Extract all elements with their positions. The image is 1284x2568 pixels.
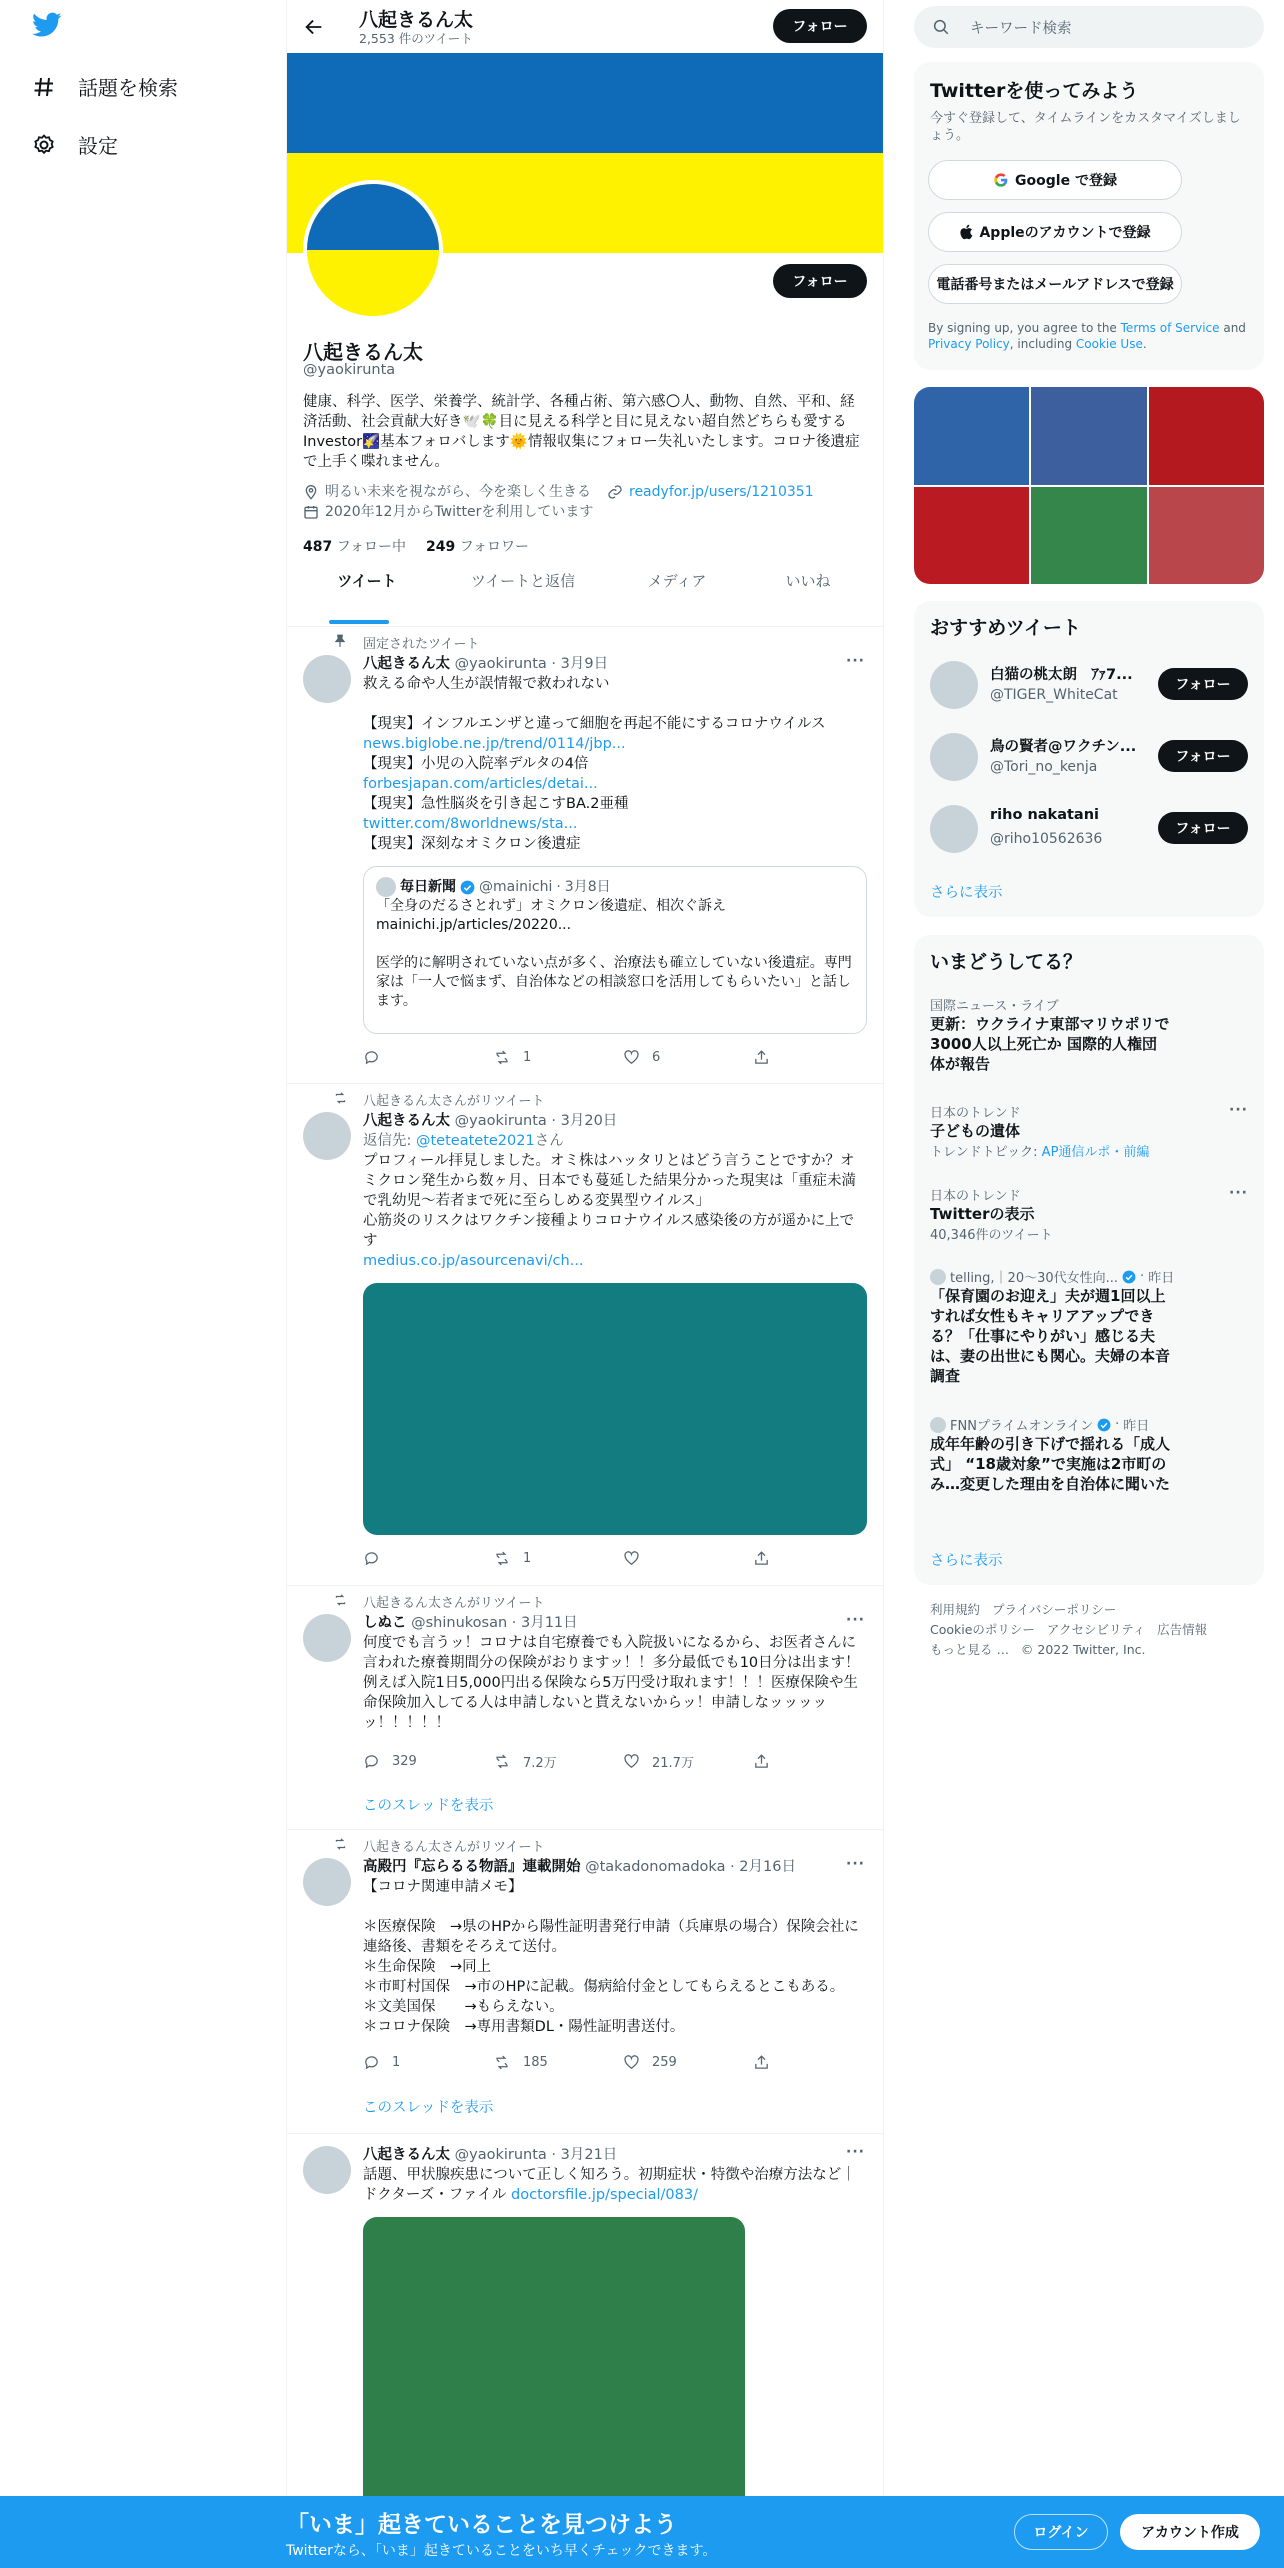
- tweet-actions: [363, 2054, 883, 2071]
- profile-joined: 2020年12月からTwitterを利用しています: [325, 504, 594, 520]
- profile-location: 明るい未来を視ながら、今を楽しく生きる: [325, 484, 591, 500]
- news-title: 成年年齢の引き下げで揺れる「成人式」 “18歳対象”で実施は2市町のみ…変更した理由を自治体に聞いた: [930, 1435, 1171, 1493]
- reply-icon: [363, 1753, 380, 1770]
- more-options-icon[interactable]: ···: [1229, 1102, 1248, 1118]
- tweet-actions: [363, 1550, 883, 1567]
- tab-likes[interactable]: いいね: [785, 572, 831, 590]
- footer-more-link[interactable]: もっと見る …: [930, 1642, 1009, 1657]
- quote-avatar: [376, 877, 396, 897]
- tweet-author-handle[interactable]: @yaokirunta: [454, 656, 547, 672]
- trend-item[interactable]: [930, 1185, 1248, 1243]
- source-avatar: [930, 1269, 946, 1285]
- tweet[interactable]: 八起きるん太さんがリツイート ··· しぬこ @shinukosan · 3月11日 何度でも言うッ！コロナは自宅療養でも入院扱いになるから、お医者さんに言われた療養期間分の保険がおりますッ！！多分最低でも10日分は出ます！例えば入院1日5,000円出る保険なら5万円受け取れます！！！医療保険や生命保険加入してる人は申請しないと貰えないからッ！申請しなッッッッッ！！！！！ 329 7.2万 21.7万 このスレッドを表示: [287, 1586, 883, 1830]
- link-icon: [607, 484, 623, 500]
- header-tweet-count: 2,553 件のツイート: [359, 31, 473, 46]
- show-thread-link[interactable]: このスレッドを表示: [363, 1798, 494, 1814]
- retweet-icon: [493, 1753, 511, 1770]
- tweet-text: 【コロナ関連申請メモ】 ＊医療保険 →県のHPから陽性証明書発行申請（兵庫県の場合）保険会社に連絡後、書類をそろえて送付。 ＊生命保険 →同上 ＊市町村国保 →市のHPに記載。傷病給付金としてもらえるとこもある。 ＊文美国保 →もらえない。 ＊コロナ保険 →専用書類DL・陽性証明書送付。: [363, 1879, 859, 2035]
- news-source: FNNプライムオンライン · 昨日: [930, 1415, 1248, 1434]
- retweet-icon: [333, 1593, 348, 1607]
- recommended-user-handle: @riho10562636: [990, 831, 1103, 847]
- followers-link[interactable]: 249 フォロワー: [426, 539, 529, 555]
- show-thread-link[interactable]: このスレッドを表示: [363, 2100, 494, 2116]
- quote-text: 医学的に解明されていない点が多く、治療法も確立していない後遺症。専門家は「一人で悩まず、自治体などの相談窓口を活用してもらいたい」と話します。: [376, 955, 852, 1009]
- recommended-user-handle: @Tori_no_kenja: [990, 759, 1098, 775]
- reply-button[interactable]: 329: [363, 1752, 493, 1771]
- tweet-link[interactable]: twitter.com/8worldnews/sta...: [363, 816, 578, 832]
- footer-link[interactable]: プライバシーポリシー: [991, 1602, 1117, 1617]
- share-icon: [753, 1550, 770, 1567]
- tweet-actions: [363, 1752, 883, 1771]
- following-link[interactable]: 487 フォロー中: [303, 539, 406, 555]
- tab-media[interactable]: メディア: [647, 572, 707, 590]
- more-options-icon[interactable]: ···: [846, 653, 865, 669]
- share-button[interactable]: [753, 2054, 883, 2071]
- tweet-author-handle[interactable]: @shinukosan: [411, 1615, 508, 1631]
- left-nav: [0, 0, 286, 2568]
- tweet-date[interactable]: 3月20日: [560, 1113, 618, 1129]
- login-button[interactable]: ログイン: [1014, 2514, 1108, 2550]
- tweet-link[interactable]: doctorsfile.jp/special/083/: [511, 2187, 698, 2203]
- search-input[interactable]: [914, 6, 1264, 48]
- trend-title: 子どもの遺体: [930, 1122, 1021, 1140]
- news-title: 「保育園のお迎え」夫が週1回以上すれば女性もキャリアアップできる？「仕事にやりがい」感じる夫は、妻の出世にも関心。夫婦の本音調査: [930, 1287, 1171, 1385]
- recommended-user[interactable]: [930, 727, 1248, 787]
- media-thumbnail[interactable]: [1149, 487, 1264, 585]
- trend-item[interactable]: [930, 1102, 1248, 1160]
- terms-link[interactable]: Terms of Service: [1120, 321, 1220, 335]
- more-options-icon[interactable]: ···: [846, 1856, 865, 1872]
- signup-subtitle: 今すぐ登録して、タイムラインをカスタマイズしましょう。: [930, 111, 1241, 143]
- apple-logo-icon: [959, 224, 973, 240]
- recommended-show-more[interactable]: さらに表示: [930, 885, 1003, 901]
- tweet-link[interactable]: medius.co.jp/asourcenavi/ch...: [363, 1253, 584, 1269]
- tab-active-indicator: [329, 620, 389, 624]
- more-options-icon[interactable]: ···: [846, 2144, 865, 2160]
- trend-tweet-count: 40,346件のツイート: [930, 1228, 1053, 1243]
- avatar[interactable]: [303, 1112, 351, 1160]
- news-source: telling,｜20～30代女性向... · 昨日: [930, 1267, 1248, 1286]
- share-icon: [753, 2054, 770, 2071]
- heart-icon: [623, 2054, 640, 2071]
- tweet[interactable]: 八起きるん太さんがリツイート 八起きるん太 @yaokirunta · 3月20日 返信先: @teteatete2021さん プロフィール拝見しました。オミ株はハッタリとはどう言うことですか？オミクロン発生から数ヶ月、日本でも蔓延した結果分かった現実は「重症未満で乳幼児〜若者まで死に至らしめる変異型ウイルス」 心筋炎のリスクはワクチン接種よりコロナウイルス感染後の方が遥かに上です medius.co.jp/asourcenavi/ch... 1: [287, 1084, 883, 1586]
- share-button[interactable]: [753, 1550, 883, 1567]
- trend-subtitle: トレンドトピック: AP通信ルポ・前編: [930, 1145, 1150, 1160]
- profile-meta: [303, 482, 869, 522]
- reply-icon: [363, 1049, 380, 1066]
- retweet-button[interactable]: 1: [493, 1550, 623, 1567]
- tweet-actions: [363, 1049, 883, 1066]
- more-options-icon[interactable]: ···: [846, 1612, 865, 1628]
- trend-category: 日本のトレンド: [930, 1106, 1021, 1121]
- tweet-date[interactable]: 3月11日: [520, 1615, 578, 1631]
- avatar[interactable]: [303, 2146, 351, 2194]
- like-button[interactable]: 21.7万: [623, 1752, 753, 1771]
- retweet-icon: [493, 2054, 511, 2071]
- search-placeholder: キーワード検索: [970, 21, 1072, 37]
- tweet-media-image[interactable]: [363, 1283, 867, 1535]
- footer-link[interactable]: 広告情報: [1157, 1622, 1208, 1637]
- search-icon: [932, 18, 950, 36]
- signup-button[interactable]: アカウント作成: [1120, 2514, 1260, 2550]
- media-thumbnail[interactable]: [1031, 487, 1146, 585]
- profile-counts: [303, 536, 529, 556]
- copyright: © 2022 Twitter, Inc.: [1020, 1642, 1146, 1657]
- bottom-bar-title: 「いま」起きていることを見つけよう: [286, 2512, 677, 2538]
- retweet-button[interactable]: 185: [493, 2054, 623, 2071]
- footer-links: [930, 1600, 1250, 1660]
- more-options-icon[interactable]: ···: [1229, 1185, 1248, 1201]
- media-thumbnail[interactable]: [914, 487, 1029, 585]
- retweet-label: 八起きるん太さんがリツイート: [363, 1836, 544, 1855]
- profile-avatar[interactable]: [303, 180, 443, 320]
- retweet-button[interactable]: 1: [493, 1049, 623, 1066]
- trend-item[interactable]: [930, 995, 1248, 1074]
- signup-title: Twitterを使ってみよう: [930, 80, 1139, 102]
- media-thumbnail[interactable]: [914, 387, 1029, 485]
- twitter-logo-icon[interactable]: [32, 12, 62, 38]
- header-follow-button[interactable]: フォロー: [773, 9, 867, 43]
- media-thumbnail[interactable]: [1149, 387, 1264, 485]
- tweet-author-handle[interactable]: @takadonomadoka: [585, 1859, 726, 1875]
- cookie-link[interactable]: Cookie Use: [1075, 337, 1143, 351]
- like-button[interactable]: 259: [623, 2054, 753, 2071]
- reply-icon: [363, 2054, 380, 2071]
- tweet[interactable]: 固定されたツイート ··· 八起きるん太 @yaokirunta · 3月9日 救える命や人生が誤情報で救われない 【現実】インフルエンザと違って細胞を再起不能にするコロナウイルス news.biglobe.ne.jp/trend/0114/jbp... 【現実】小児の入院率デルタの4倍 forbesjapan.com/articles/detai... 【現実】急性脳炎を引き起こすBA.2亜種 twitter.com/8worldnews/sta... 【現実】深刻なオミクロン後遺症 毎日新聞 @mainichi · 3月8日 「全身のだるさとれず」オミクロン後遺症、相次ぐ訴え mainichi.jp/articles/20220... 医学的に解明されていない点が多く、治療法も確立していない後遺症。専門家は「一人で悩まず、自治体などの相談窓口を活用してもらいたい」と話します。 1 6: [287, 627, 883, 1084]
- avatar[interactable]: [303, 655, 351, 703]
- tweet-author-name[interactable]: 高殿円『忘らるる物語』連載開始: [363, 1859, 581, 1875]
- profile-name: 八起きるん太: [303, 340, 423, 364]
- verified-badge-icon: [460, 880, 475, 895]
- reply-button[interactable]: [363, 1049, 493, 1066]
- follow-button[interactable]: フォロー: [1158, 668, 1248, 700]
- bottom-bar-subtitle: Twitterなら、「いま」起きていることをいち早くチェックできます。: [286, 2543, 717, 2559]
- trends-title: いまどうしてる？: [930, 951, 1083, 973]
- privacy-link[interactable]: Privacy Policy: [928, 337, 1010, 351]
- follow-button[interactable]: フォロー: [1158, 740, 1248, 772]
- share-icon: [753, 1049, 770, 1066]
- apple-signup-button[interactable]: Appleのアカウントで登録: [928, 212, 1182, 252]
- trend-category: 日本のトレンド: [930, 1189, 1021, 1204]
- footer-link[interactable]: アクセシビリティ: [1046, 1622, 1146, 1637]
- tweet-author-handle[interactable]: @yaokirunta: [454, 2147, 547, 2163]
- nav-explore[interactable]: [32, 72, 178, 101]
- tweet-date[interactable]: 3月21日: [560, 2147, 618, 2163]
- reply-icon: [363, 1550, 380, 1567]
- tweet-text: 話題、甲状腺疾患について正しく知ろう。初期症状・特徴や治療方法など｜ドクターズ・ファイル doctorsfile.jp/special/083/: [363, 2167, 856, 2203]
- tab-tweets[interactable]: ツイート: [337, 572, 397, 590]
- trend-title: Twitterの表示: [930, 1205, 1035, 1223]
- reply-button[interactable]: [363, 1550, 493, 1567]
- retweet-icon: [493, 1049, 511, 1066]
- phone-email-signup-button[interactable]: 電話番号またはメールアドレスで登録: [928, 264, 1182, 304]
- recommended-user[interactable]: [930, 655, 1248, 715]
- media-grid: [914, 387, 1264, 584]
- retweet-label: 八起きるん太さんがリツイート: [363, 1090, 544, 1109]
- profile-link[interactable]: readyfor.jp/users/1210351: [629, 484, 814, 500]
- tweet-text: 何度でも言うッ！コロナは自宅療養でも入院扱いになるから、お医者さんに言われた療養期間分の保険がおりますッ！！多分最低でも10日分は出ます！例えば入院1日5,000円出る保険なら5万円受け取れます！！！医療保険や生命保険加入してる人は申請しないと貰えないからッ！申請しなッッッッッ！！！！！: [363, 1635, 860, 1731]
- share-button[interactable]: [753, 1752, 883, 1771]
- retweet-label: 八起きるん太さんがリツイート: [363, 1592, 544, 1611]
- pin-icon: [333, 634, 347, 648]
- back-arrow-icon[interactable]: [303, 16, 325, 38]
- news-item[interactable]: [930, 1415, 1248, 1494]
- profile-header-bar: [287, 0, 883, 53]
- retweet-icon: [333, 1837, 348, 1851]
- trend-topic-link[interactable]: AP通信ルポ・前編: [1041, 1145, 1150, 1160]
- retweet-icon: [333, 1091, 348, 1105]
- profile-bio: 健康、科学、医学、栄養学、統計学、各種占術、第六感🌕人、動物、自然、平和、経済活動、社会貢献大好き🕊️🍀目に見える科学と目に見えない超自然どちらも愛するInvestor🌠基本フォロバします🌞情報収集にフォロー失礼いたします。コロナ後遺症で上手く喋れません。: [303, 394, 860, 470]
- recommended-user-name: riho nakatani: [990, 807, 1099, 823]
- nav-settings-label: 設定: [78, 134, 118, 158]
- tweet-link[interactable]: forbesjapan.com/articles/detai...: [363, 776, 598, 792]
- quote-author-name: 毎日新聞: [400, 878, 456, 895]
- avatar: [930, 733, 978, 781]
- avatar: [930, 805, 978, 853]
- quote-author-handle: @mainichi: [479, 878, 553, 895]
- bottom-signup-bar: [0, 2496, 1284, 2568]
- retweet-button[interactable]: 7.2万: [493, 1752, 623, 1771]
- pinned-label: 固定されたツイート: [363, 633, 479, 652]
- recommended-title: おすすめツイート: [930, 617, 1081, 639]
- avatar[interactable]: [303, 1858, 351, 1906]
- verified-badge-icon: [1097, 1418, 1111, 1432]
- header-name: 八起きるん太: [359, 9, 474, 31]
- hashtag-icon: [32, 75, 56, 99]
- recommended-user[interactable]: [930, 799, 1248, 859]
- quote-link-text: mainichi.jp/articles/20220...: [376, 917, 572, 933]
- tweet[interactable]: ··· 八起きるん太 @yaokirunta · 3月21日 話題、甲状腺疾患について正しく知ろう。初期症状・特徴や治療方法など｜ドクターズ・ファイル doctorsfile.jp/special/083/: [287, 2134, 883, 2568]
- tweet-media-image[interactable]: [363, 2217, 745, 2517]
- quote-tweet[interactable]: 毎日新聞 @mainichi · 3月8日 「全身のだるさとれず」オミクロン後遺症、相次ぐ訴え mainichi.jp/articles/20220... 医学的に解明されていない点が多く、治療法も確立していない後遺症。専門家は「一人で悩まず、自治体などの相談窓口を活用してもらいたい」と話します。: [363, 866, 867, 1034]
- quote-date: 3月8日: [564, 878, 611, 895]
- tweet-link[interactable]: news.biglobe.ne.jp/trend/0114/jbp...: [363, 736, 626, 752]
- share-button[interactable]: [753, 1049, 883, 1066]
- tab-tweets-replies[interactable]: ツイートと返信: [470, 572, 576, 590]
- nav-explore-label: 話題を検索: [78, 76, 178, 100]
- tweet-date[interactable]: 2月16日: [739, 1859, 796, 1875]
- recommended-user-handle: @TIGER_WhiteCat: [990, 687, 1118, 703]
- tweet-text: プロフィール拝見しました。オミ株はハッタリとはどう言うことですか？オミクロン発生から数ヶ月、日本でも蔓延した結果分かった現実は「重症未満で乳幼児〜若者まで死に至らしめる変異型ウイルス」 心筋炎のリスクはワクチン接種よりコロナウイルス感染後の方が遥かに上です: [363, 1153, 856, 1249]
- recommended-user-name: 鳥の賢者@ワクチン...: [990, 739, 1137, 755]
- verified-badge-icon: [1122, 1270, 1136, 1284]
- trends-card: [914, 935, 1264, 1585]
- quote-text: 「全身のだるさとれず」オミクロン後遺症、相次ぐ訴え: [376, 898, 726, 914]
- trend-category: 国際ニュース・ライブ: [930, 999, 1059, 1014]
- reply-to-handle[interactable]: @teteatete2021: [416, 1133, 535, 1149]
- trend-title: 更新：ウクライナ東部マリウポリで3000人以上死亡か 国際的人権団体が報告: [930, 1015, 1170, 1073]
- tweet-author-handle[interactable]: @yaokirunta: [454, 1113, 547, 1129]
- heart-icon: [623, 1753, 640, 1770]
- calendar-icon: [303, 504, 319, 520]
- tweet-author-name[interactable]: 八起きるん太: [363, 656, 450, 672]
- signup-terms: By signing up, you agree to the Terms of Service and Privacy Policy, including Cookie Use.: [928, 321, 1246, 351]
- location-pin-icon: [303, 484, 319, 500]
- reply-button[interactable]: 1: [363, 2054, 493, 2071]
- google-signup-button[interactable]: Google で登録: [928, 160, 1182, 200]
- tweet-author-name[interactable]: しぬこ: [363, 1615, 407, 1631]
- google-logo-icon: [993, 172, 1009, 188]
- heart-icon: [623, 1049, 640, 1066]
- media-thumbnail[interactable]: [1031, 387, 1146, 485]
- avatar: [930, 661, 978, 709]
- tweet-text: 救える命や人生が誤情報で救われない 【現実】インフルエンザと違って細胞を再起不能にするコロナウイルス news.biglobe.ne.jp/trend/0114/jbp... 【現実】小児の入院率デルタの4倍 forbesjapan.com/articles/detai... 【現実】急性脳炎を引き起こすBA.2亜種 twitter.com/8worldnews/sta... 【現実】深刻なオミクロン後遺症: [363, 674, 867, 854]
- signup-card: [914, 62, 1264, 370]
- follow-button[interactable]: フォロー: [1158, 812, 1248, 844]
- profile-follow-button[interactable]: フォロー: [773, 264, 867, 298]
- nav-settings[interactable]: [32, 130, 118, 159]
- footer-link[interactable]: 利用規約: [930, 1602, 981, 1617]
- profile-handle: @yaokirunta: [303, 362, 396, 378]
- like-button[interactable]: 6: [623, 1049, 753, 1066]
- trends-show-more[interactable]: さらに表示: [930, 1553, 1003, 1569]
- recommended-user-name: 白猫の桃太朗 ｱｧ7...: [990, 667, 1133, 683]
- recommended-card: [914, 601, 1264, 917]
- tweet-author-name[interactable]: 八起きるん太: [363, 1113, 450, 1129]
- reply-context: 返信先: @teteatete2021さん: [363, 1133, 564, 1149]
- share-icon: [753, 1753, 770, 1770]
- tweet-date[interactable]: 3月9日: [560, 656, 609, 672]
- heart-icon: [623, 1550, 640, 1567]
- retweet-icon: [493, 1550, 511, 1567]
- footer-link[interactable]: Cookieのポリシー: [930, 1622, 1035, 1637]
- gear-icon: [32, 133, 56, 157]
- avatar[interactable]: [303, 1614, 351, 1662]
- tweet[interactable]: 八起きるん太さんがリツイート ··· 高殿円『忘らるる物語』連載開始 @takadonomadoka · 2月16日 【コロナ関連申請メモ】 ＊医療保険 →県のHPから陽性証明書発行申請（兵庫県の場合）保険会社に連絡後、書類をそろえて送付。 ＊生命保険 →同上 ＊市町村国保 →市のHPに記載。傷病給付金としてもらえるとこもある。 ＊文美国保 →もらえない。 ＊コロナ保険 →専用書類DL・陽性証明書送付。 1 185 259 このスレッドを表示: [287, 1830, 883, 2134]
- profile-timeline: [286, 0, 884, 2568]
- like-button[interactable]: [623, 1550, 753, 1567]
- tweet-author-name[interactable]: 八起きるん太: [363, 2147, 450, 2163]
- source-avatar: [930, 1417, 946, 1433]
- news-item[interactable]: [930, 1267, 1248, 1386]
